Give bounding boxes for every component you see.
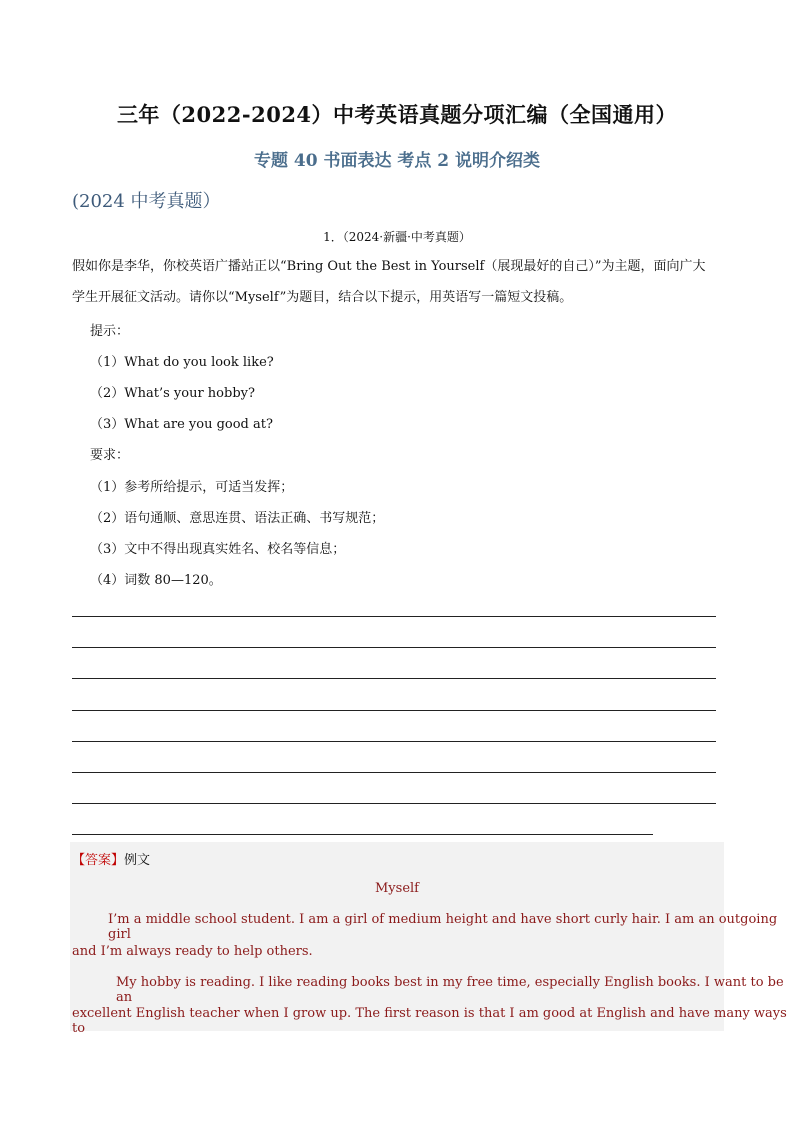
essay-paragraph-1-line-1: I’m a middle school student. I am a girl of medium height and have short curly hair. I am an outgoing girl [108,912,778,942]
requirement-item: （1）参考所给提示，可适当发挥； [90,480,294,495]
hints-label: 提示： [90,324,130,339]
requirements-label: 要求： [90,448,130,463]
essay-paragraph-2-line-1: My hobby is reading. I like reading books best in my free time, especially English books. I want to be an [116,975,784,1005]
essay-paragraph-2-line-2: excellent English teacher when I grow up. The first reason is that I am good at English and have many ways to [72,1006,787,1036]
question-number: 1．（2024·新疆·中考真题） [323,230,471,244]
document-title: 三年（2022-2024）中考英语真题分项汇编（全国通用） [116,102,678,127]
writing-line [72,803,716,804]
writing-line [72,834,653,835]
prompt-line-1: 假如你是李华，你校英语广播站正以“Bring Out the Best in Yourself（展现最好的自己）”为主题，面向广大 [72,259,706,274]
requirement-item: （4）词数 80—120。 [90,573,222,588]
writing-line [72,616,716,617]
hint-item: （3）What are you good at? [90,417,273,432]
writing-line [72,741,716,742]
hint-item: （1）What do you look like? [90,355,274,370]
requirement-item: （2）语句通顺、意思连贯、语法正确、书写规范； [90,511,385,526]
writing-line [72,678,716,679]
writing-line [72,647,716,648]
essay-paragraph-1-line-2: and I’m always ready to help others. [72,944,313,959]
writing-line [72,710,716,711]
topic-subtitle: 专题 40 书面表达 考点 2 说明介绍类 [253,151,541,171]
essay-title: Myself [375,881,419,896]
answer-label: 【答案】例文 [72,853,151,868]
section-heading: (2024 中考真题） [72,191,221,212]
hint-item: （2）What’s your hobby? [90,386,255,401]
requirement-item: （3）文中不得出现真实姓名、校名等信息； [90,542,346,557]
writing-line [72,772,716,773]
prompt-line-2: 学生开展征文活动。请你以“Myself”为题目，结合以下提示，用英语写一篇短文投稿。 [72,290,573,305]
